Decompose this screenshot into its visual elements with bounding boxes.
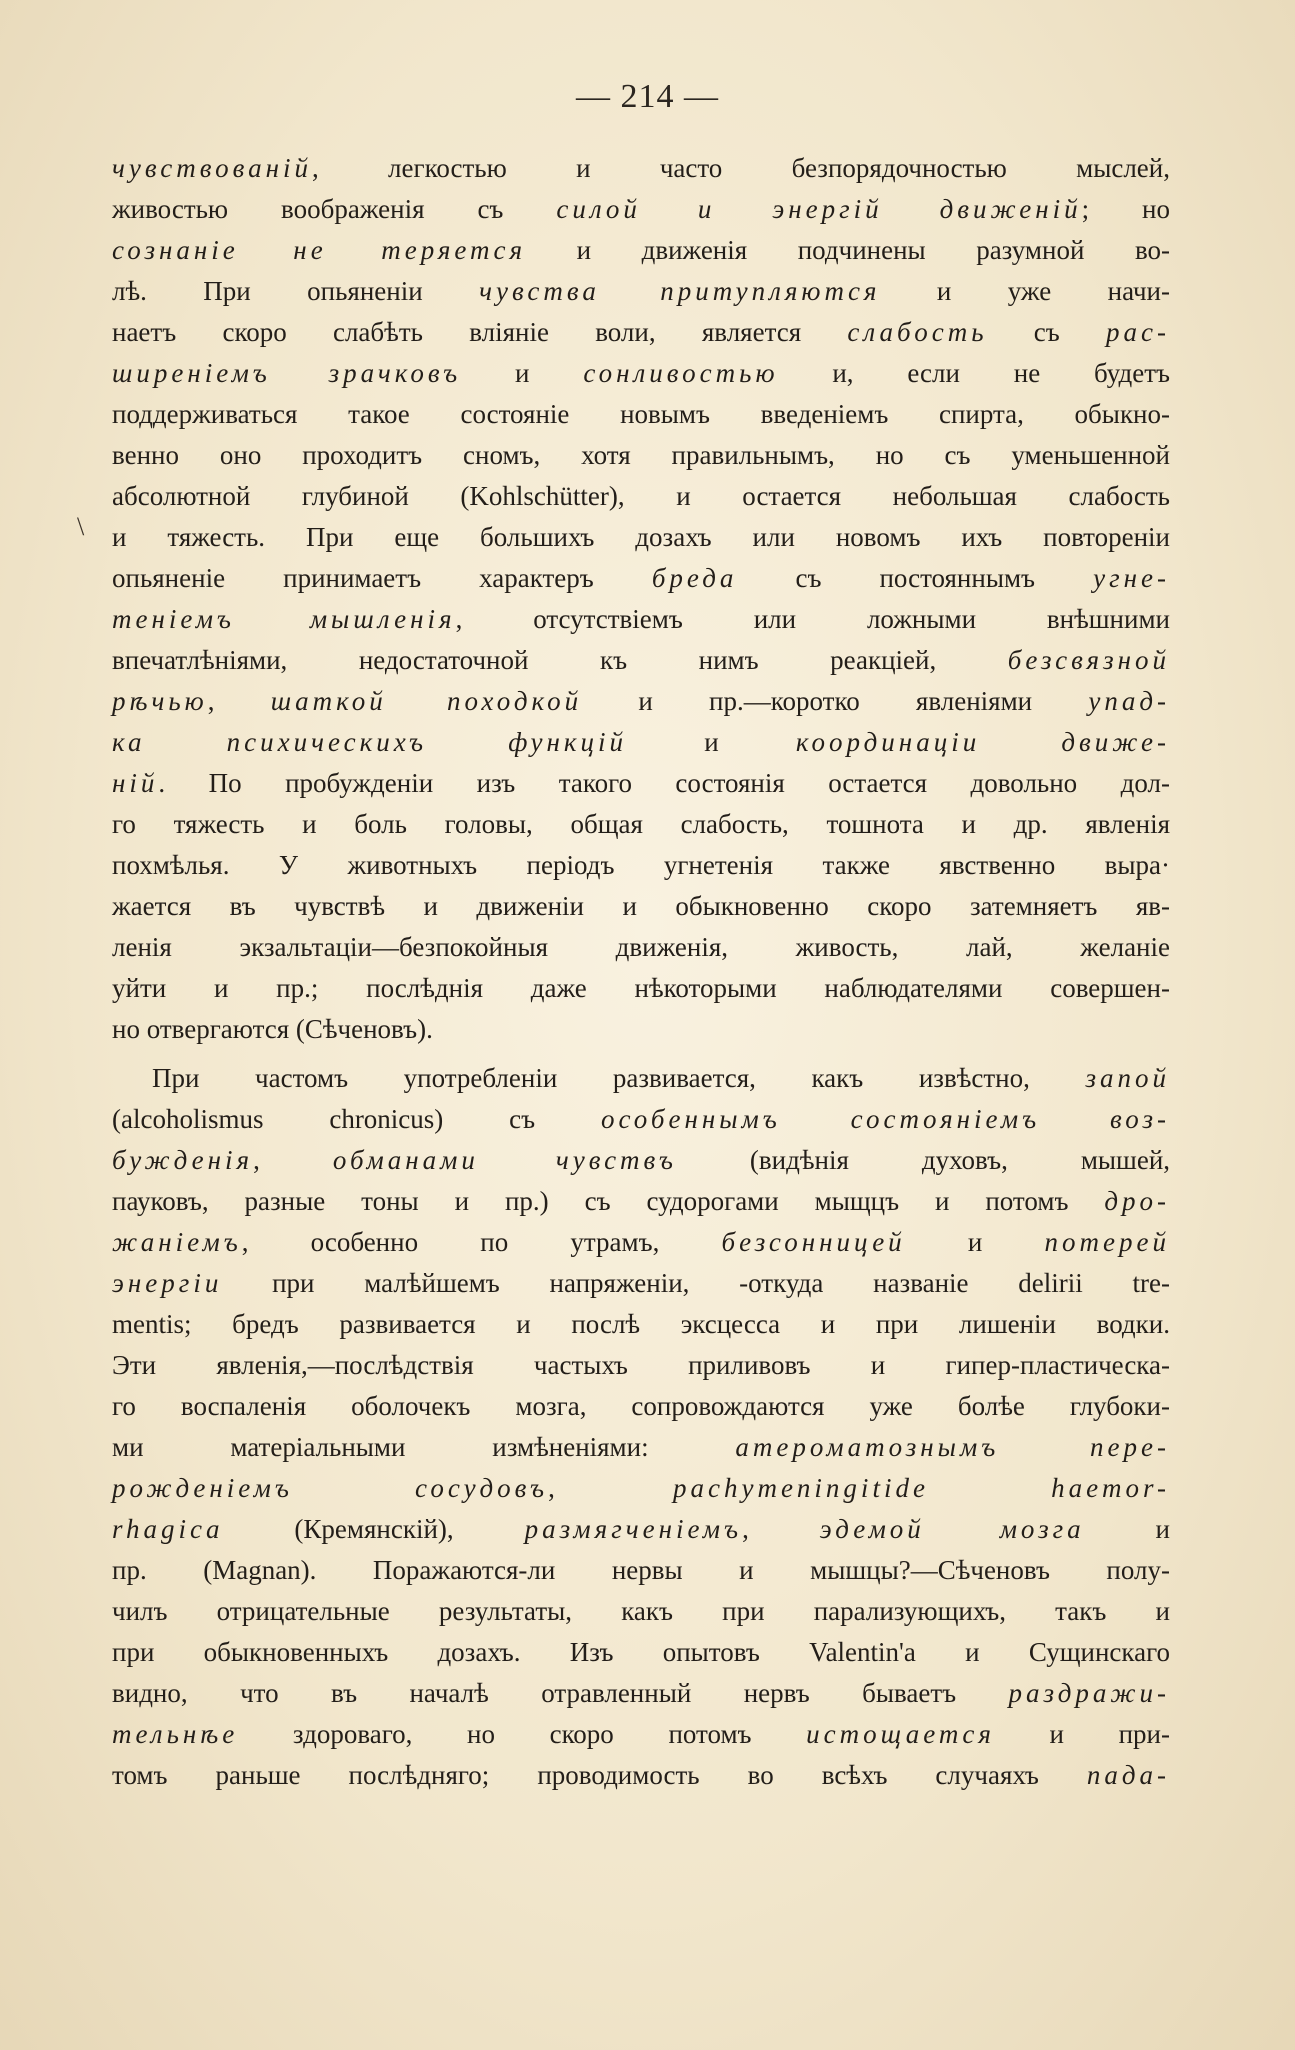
text-line — [112, 1181, 1170, 1222]
emphasized-text: ка психическихъ функцій — [112, 727, 628, 757]
text-line — [112, 1140, 1170, 1181]
text-line — [112, 517, 1170, 558]
text-run: mentis; бредъ развивается и послѣ эксцесса и при лишеніи водки. — [112, 1309, 1170, 1339]
emphasized-text: потерей — [1044, 1227, 1170, 1257]
emphasized-text: чувства притупляются — [479, 276, 881, 306]
text-run: , — [207, 686, 271, 716]
text-line — [112, 804, 1170, 845]
emphasized-text: рѣчью — [112, 686, 208, 716]
emphasized-text: упад- — [1088, 686, 1170, 716]
page-number: — 214 — — [576, 78, 719, 115]
emphasized-text: безсвязной — [1007, 645, 1170, 675]
text-run: ми матеріальными измѣненіями: — [112, 1432, 736, 1462]
text-line — [112, 1550, 1170, 1591]
emphasized-text: ширеніемъ зрачковъ — [112, 358, 462, 388]
text-run: наетъ скоро слабѣть вліяніе воли, является — [112, 317, 848, 347]
text-line — [112, 1099, 1170, 1140]
text-line — [112, 1304, 1170, 1345]
text-run: го воспаленія оболочекъ мозга, сопровождаются уже болѣе глубоки- — [112, 1391, 1170, 1421]
emphasized-text: слабость — [847, 317, 988, 347]
text-line — [112, 1386, 1170, 1427]
text-line — [112, 1755, 1170, 1796]
emphasized-text: силой и энергій движеній — [556, 194, 1082, 224]
emphasized-text: сонливостью — [583, 358, 779, 388]
text-run: , — [253, 1145, 333, 1175]
text-line — [112, 1427, 1170, 1468]
text-run: (Кремянскій), — [223, 1514, 525, 1544]
text-line — [112, 435, 1170, 476]
text-run: и — [461, 358, 584, 388]
text-run: венно оно проходитъ сномъ, хотя правильнымъ, но съ уменьшенной — [112, 440, 1170, 470]
text-line — [112, 886, 1170, 927]
emphasized-text: pachymeningitide haemor- — [672, 1473, 1171, 1503]
text-line — [112, 312, 1170, 353]
text-line — [112, 1263, 1170, 1304]
text-run: но отвергаются (Сѣченовъ). — [112, 1014, 433, 1044]
text-line — [112, 394, 1170, 435]
text-run: при обыкновенныхъ дозахъ. Изъ опытовъ Valentin'а и Сущинскаго — [112, 1637, 1170, 1667]
emphasized-text: размягченіемъ — [524, 1514, 743, 1544]
emphasized-text: бужденія — [112, 1145, 254, 1175]
emphasized-text: эдемой мозга — [819, 1514, 1085, 1544]
text-line — [112, 230, 1170, 271]
text-run: съ постояннымъ — [737, 563, 1094, 593]
text-run: При частомъ употребленіи развивается, какъ извѣстно, — [152, 1063, 1086, 1093]
text-run: пр. (Magnan). Поражаются-ли нервы и мышцы?—Сѣченовъ полу- — [112, 1555, 1170, 1585]
text-run: и при- — [994, 1719, 1170, 1749]
text-run: и движенія подчинены разумной во- — [526, 235, 1171, 265]
text-line — [112, 1632, 1170, 1673]
text-line — [112, 1009, 1170, 1050]
emphasized-text: истощается — [806, 1719, 995, 1749]
emphasized-text: бреда — [651, 563, 738, 593]
text-run: съ — [987, 317, 1107, 347]
text-run: томъ раньше послѣдняго; проводимость во всѣхъ случаяхъ — [112, 1760, 1087, 1790]
emphasized-text: тельнѣе — [112, 1719, 239, 1749]
text-run: поддерживаться такое состояніе новымъ введеніемъ спирта, обыкно- — [112, 399, 1170, 429]
text-run: , особенно по утрамъ, — [241, 1227, 722, 1257]
text-line — [112, 1509, 1170, 1550]
text-line — [112, 640, 1170, 681]
emphasized-text: раздражи- — [1008, 1678, 1170, 1708]
text-line — [112, 558, 1170, 599]
text-run: и — [905, 1227, 1045, 1257]
text-run: , легкостью и часто безпорядочностью мыслей, — [312, 153, 1170, 183]
text-line — [112, 599, 1170, 640]
emphasized-text: угне- — [1093, 563, 1170, 593]
emphasized-text: дро- — [1104, 1186, 1170, 1216]
text-run: и уже начи- — [880, 276, 1170, 306]
text-line — [112, 1222, 1170, 1263]
body-text — [112, 148, 1170, 1796]
emphasized-text: атероматознымъ пере- — [735, 1432, 1170, 1462]
text-run: похмѣлья. У животныхъ періодъ угнетенія также явственно выра· — [112, 850, 1170, 880]
emphasized-text: rhagica — [112, 1514, 224, 1544]
text-run: Эти явленія,—послѣдствія частыхъ приливовъ и гипер-пластическа- — [112, 1350, 1170, 1380]
emphasized-text: чувствованій — [112, 153, 313, 183]
text-run: и — [1084, 1514, 1171, 1544]
text-run: живостью воображенія съ — [112, 194, 557, 224]
text-line — [112, 763, 1170, 804]
text-run: абсолютной глубиной (Kohlschütter), и остается небольшая слабость — [112, 481, 1170, 511]
text-run: (видѣнія духовъ, мышей, — [676, 1145, 1171, 1175]
emphasized-text: рожденіемъ сосудовъ — [112, 1473, 549, 1503]
text-run: и, если не будетъ — [778, 358, 1171, 388]
text-line — [112, 927, 1170, 968]
emphasized-text: сознаніе не теряется — [112, 235, 527, 265]
emphasized-text: рас- — [1106, 317, 1170, 347]
emphasized-text: обманами чувствъ — [332, 1145, 677, 1175]
emphasized-text: жаніемъ — [112, 1227, 242, 1257]
text-run: и пр.—коротко явленіями — [582, 686, 1089, 716]
text-run: уйти и пр.; послѣднія даже нѣкоторыми наблюдателями совершен- — [112, 973, 1170, 1003]
text-line — [112, 1345, 1170, 1386]
text-run: при малѣйшемъ напряженіи, -откуда названіе delirii tre- — [222, 1268, 1170, 1298]
text-line — [112, 1591, 1170, 1632]
text-run: ; но — [1081, 194, 1171, 224]
text-run: опьяненіе принимаетъ характеръ — [112, 563, 652, 593]
emphasized-text: шаткой походкой — [270, 686, 583, 716]
text-line — [112, 722, 1170, 763]
text-run: , отсутствіемъ или ложными внѣшними — [455, 604, 1170, 634]
text-line — [112, 476, 1170, 517]
text-line — [112, 271, 1170, 312]
text-run: . По пробужденіи изъ такого состоянія остается довольно дол- — [158, 768, 1170, 798]
emphasized-text: теніемъ мышленія — [112, 604, 456, 634]
text-run: здороваго, но скоро потомъ — [238, 1719, 807, 1749]
margin-mark: \ — [77, 512, 85, 541]
text-line — [112, 1468, 1170, 1509]
text-run: (alcoholismus chronicus) съ — [112, 1104, 601, 1134]
emphasized-text: энергіи — [112, 1268, 223, 1298]
text-line — [112, 681, 1170, 722]
emphasized-text: безсонницей — [721, 1227, 906, 1257]
text-run: чилъ отрицательные результаты, какъ при парализующихъ, такъ и — [112, 1596, 1170, 1626]
text-run: го тяжесть и боль головы, общая слабость, тошнота и др. явленія — [112, 809, 1170, 839]
text-run: и — [627, 727, 796, 757]
emphasized-text: запой — [1085, 1063, 1170, 1093]
text-run: впечатлѣніями, недостаточной къ нимъ реакціей, — [112, 645, 1008, 675]
text-line — [112, 1673, 1170, 1714]
emphasized-text: ній — [112, 768, 159, 798]
text-line — [112, 189, 1170, 230]
text-run: видно, что въ началѣ отравленный нервъ бываетъ — [112, 1678, 1009, 1708]
text-run: ленія экзальтаціи—безпокойныя движенія, живость, лай, желаніе — [112, 932, 1170, 962]
text-run: пауковъ, разные тоны и пр.) съ судорогами мыщцъ и потомъ — [112, 1186, 1105, 1216]
text-run: , — [548, 1473, 673, 1503]
text-run: , — [742, 1514, 820, 1544]
text-line — [112, 353, 1170, 394]
text-line — [112, 845, 1170, 886]
text-run: лѣ. При опьяненіи — [112, 276, 480, 306]
emphasized-text: пада- — [1086, 1760, 1170, 1790]
text-line — [112, 968, 1170, 1009]
text-run: жается въ чувствѣ и движеніи и обыкновенно скоро затемняетъ яв- — [112, 891, 1170, 921]
emphasized-text: особеннымъ состояніемъ воз- — [600, 1104, 1170, 1134]
text-run: и тяжесть. При еще большихъ дозахъ или новомъ ихъ повтореніи — [112, 522, 1170, 552]
text-line — [112, 148, 1170, 189]
text-line — [112, 1058, 1170, 1099]
text-line — [112, 1714, 1170, 1755]
emphasized-text: координаціи движе- — [795, 727, 1170, 757]
